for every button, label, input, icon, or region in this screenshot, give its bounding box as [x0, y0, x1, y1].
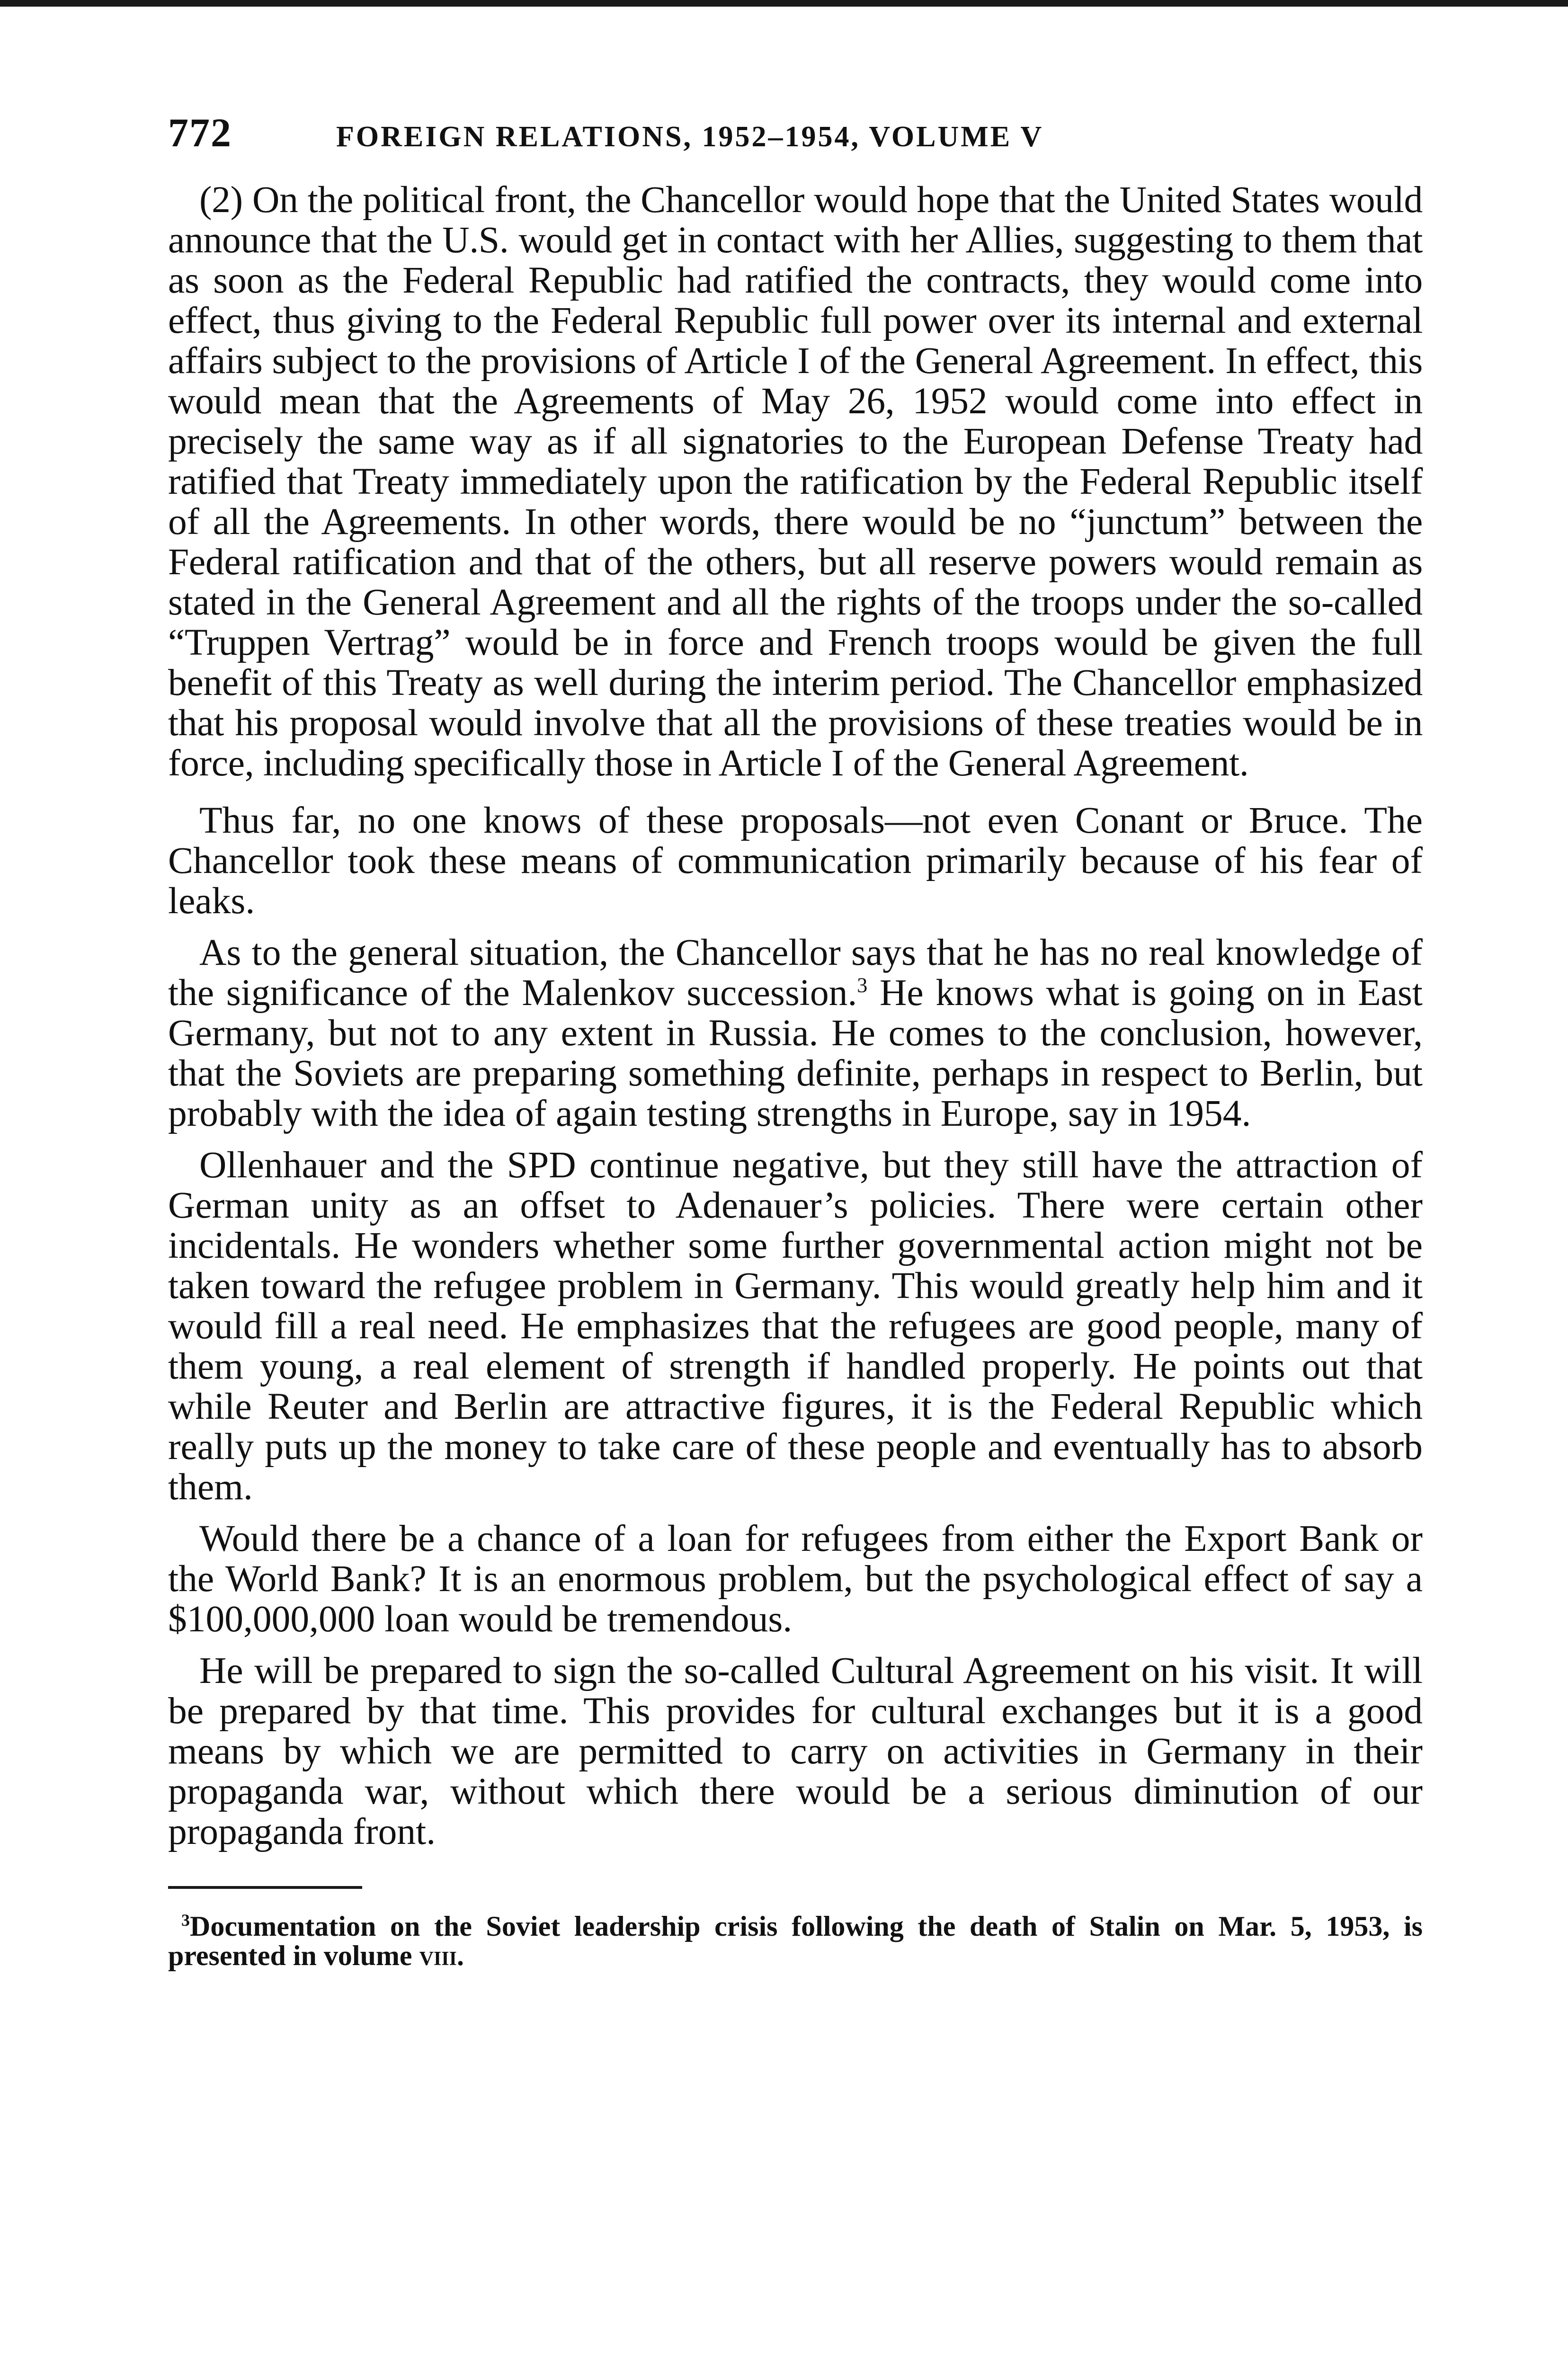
footnote-divider	[168, 1886, 362, 1889]
running-title: FOREIGN RELATIONS, 1952–1954, VOLUME V	[336, 121, 1044, 153]
footnote-mark: 3	[181, 1911, 190, 1930]
body-text	[168, 180, 1423, 1852]
footnote-reference: 3	[857, 973, 868, 997]
page-number: 772	[168, 110, 232, 155]
footnote-text: Documentation on the Soviet leadership crisis following the death of Stalin on Mar. 5, 1953, is presented in volume	[168, 1911, 1423, 1971]
paragraph-loan: Would there be a chance of a loan for refugees from either the Export Bank or the World Bank? It is an enormous problem, but the psychological effect of say a $100,000,000 loan would be tremendous.	[168, 1518, 1423, 1640]
footnote-volume: viii	[419, 1940, 457, 1971]
paragraph-proposals: Thus far, no one knows of these proposals—not even Conant or Bruce. The Chancellor took these means of communication primarily because of his fear of leaks.	[168, 800, 1423, 922]
document-page	[168, 109, 1423, 1970]
paragraph-general-situation-rest: He knows what is going on in East Germany, but not to any extent in Russia. He comes to the conclusion, however, that the Soviets are preparing something definite, perhaps in respect to Berlin, but probably with the idea of again testing strengths in Europe, say in 1954.	[168, 972, 1423, 1134]
paragraph-general-situation	[168, 933, 1423, 1134]
paragraph-cultural-agreement: He will be prepared to sign the so-called Cultural Agreement on his visit. It will be prepared by that time. This provides for cultural exchanges but it is a good means by which we are permitted to carry on activities in Germany in their propaganda war, without which there would be a serious diminution of our propaganda front.	[168, 1650, 1423, 1852]
top-border	[0, 0, 1568, 7]
running-header	[168, 109, 1423, 170]
paragraph-general-situation-start: As to the general situation, the Chancellor says that he has no real knowledge of the significance of the Malenkov succession.	[168, 932, 1423, 1014]
footnote	[168, 1912, 1423, 1970]
paragraph-ollenhauer: Ollenhauer and the SPD continue negative, but they still have the attraction of German unity as an offset to Adenauer’s policies. There were certain other incidentals. He wonders whether some further governmental action might not be taken toward the refugee problem in Germany. This would greatly help him and it would fill a real need. He emphasizes that the refugees are good people, many of them young, a real element of strength if handled properly. He points out that while Reuter and Berlin are attractive figures, it is the Federal Republic which really puts up the money to take care of these people and eventually has to absorb them.	[168, 1144, 1423, 1508]
paragraph-political-front: (2) On the political front, the Chancellor would hope that the United States would announce that the U.S. would get in contact with her Allies, suggesting to them that as soon as the Federal Republic had ratified the contracts, they would come into effect, thus giving to the Federal Republic full power over its internal and external affairs subject to the provisions of Article I of the General Agreement. In effect, this would mean that the Agreements of May 26, 1952 would come into effect in precisely the same way as if all signatories to the European Defense Treaty had ratified that Treaty immediately upon the ratification by the Federal Republic itself of all the Agreements. In other words, there would be no “junctum” between the Federal ratification and that of the others, but all reserve powers would remain as stated in the General Agreement and all the rights of the troops under the so-called “Truppen Vertrag” would be in force and French troops would be given the full benefit of this Treaty as well during the interim period. The Chancellor emphasized that his proposal would involve that all the provisions of these treaties would be in force, including specifically those in Article I of the General Agreement.	[168, 179, 1423, 784]
footnote-end: .	[456, 1940, 464, 1971]
